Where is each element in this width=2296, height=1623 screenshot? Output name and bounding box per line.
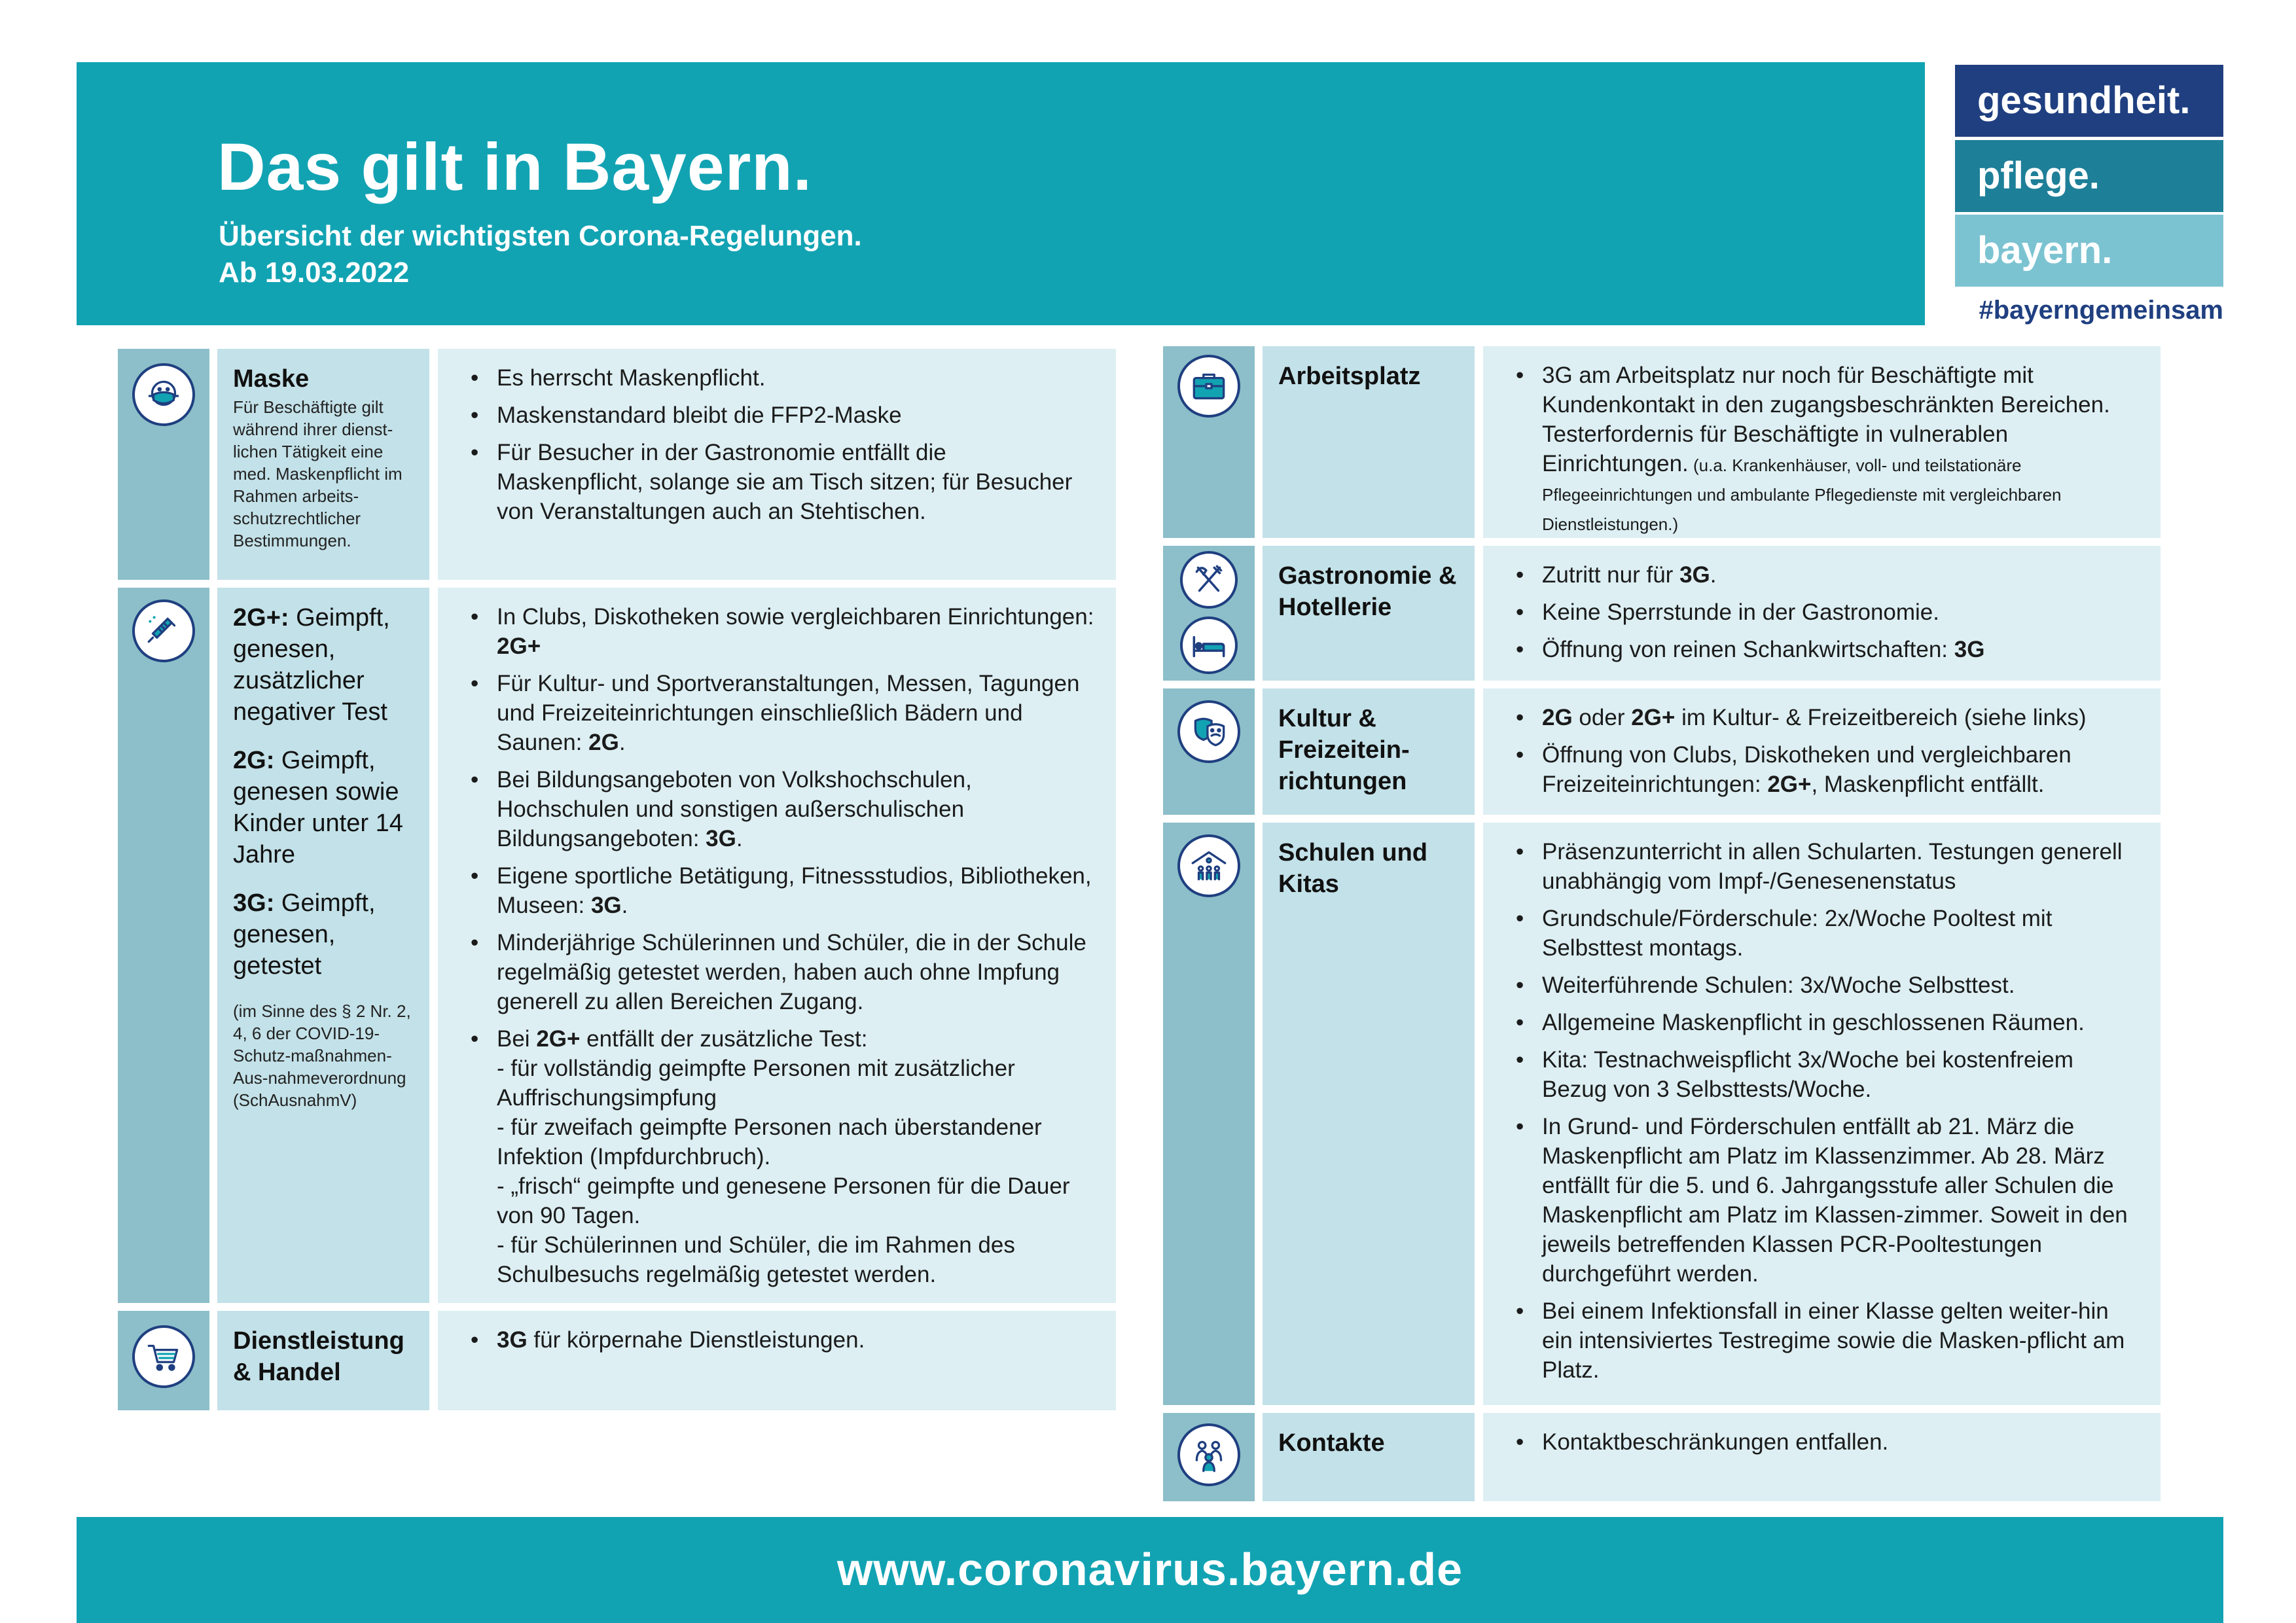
row-maske — [118, 349, 1116, 580]
hashtag: #bayerngemeinsam — [1979, 296, 2223, 325]
kultur-bullets — [1516, 703, 2141, 799]
logo-bayern: bayern. — [1955, 215, 2223, 287]
item-bold: 2G+ — [1767, 772, 1812, 797]
list-item — [1516, 740, 2141, 799]
icon-cell — [1163, 346, 1255, 538]
dienstleistung-title: Dienstleistung & Handel — [233, 1327, 404, 1386]
item-end: . — [1710, 562, 1717, 588]
page-subtitle — [219, 218, 862, 291]
regeln-note: (im Sinne des § 2 Nr. 2, 4, 6 der COVID-19-Schutz-maßnahmen-Aus-nahmeverordnung (SchAusnahmV) — [233, 1001, 411, 1110]
content-cell — [438, 349, 1116, 580]
item-text: Bei — [497, 1026, 537, 1052]
gastronomie-title: Gastronomie & Hotellerie — [1278, 562, 1457, 621]
sub-item: - für vollständig geimpfte Personen mit zusätzlicher Auffrischungsimpfung — [497, 1056, 1015, 1111]
item-bold: 3G — [1679, 562, 1710, 588]
kultur-title: Kultur & Freizeitein-richtungen — [1278, 705, 1410, 795]
label-3g-text: Geimpft, genesen, getestet — [233, 889, 376, 980]
list-item: • In Grund- und Förderschulen entfällt ab 21. März die Maskenpflicht am Platz im Klassenzimmer. Ab 28. März entfällt für die 5. und 6. Jahrgangsstufe aller Schulen die Maskenpflicht am Platz im Klassen-zimmer. Soweit in den jeweils betreffenden Klassen PCR-Pooltestungen durchgeführt werden. — [1516, 1112, 2141, 1289]
briefcase-icon — [1177, 355, 1240, 418]
item-end: im Kultur- & Freizeitbereich (siehe links) — [1675, 705, 2087, 730]
item-bold: 2G — [588, 730, 619, 755]
list-item: • Kontaktbeschränkungen entfallen. — [1516, 1427, 2141, 1457]
label-2g-key: 2G: — [233, 747, 275, 774]
subtitle-text: Übersicht der wichtigsten Corona-Regelungen. — [219, 220, 862, 252]
item-small: (u.a. Krankenhäuser, voll- und teilstationäre Pflegeeinrichtungen und ambulante Pflegedienste mit vergleichbaren Dienstleistungen.) — [1542, 455, 2062, 534]
item-bold: 2G+ — [536, 1026, 581, 1052]
list-item — [471, 1024, 1096, 1289]
item-text: oder — [1572, 705, 1632, 730]
list-item: • Weiterführende Schulen: 3x/Woche Selbsttest. — [1516, 971, 2141, 1000]
maske-note: Für Beschäftigte gilt während ihrer dienst-lichen Tätigkeit eine med. Maskenpflicht im Rahmen arbeits-schutzrechtlicher Bestimmungen. — [233, 397, 403, 550]
page-title: Das gilt in Bayern. — [217, 130, 812, 204]
label-cell — [1263, 1413, 1475, 1501]
list-item — [1516, 635, 2141, 664]
schulen-title: Schulen und Kitas — [1278, 839, 1427, 898]
cutlery-icon — [1180, 551, 1238, 609]
list-item: • Maskenstandard bleibt die FFP2-Maske — [471, 401, 1096, 430]
list-item: • Kita: Testnachweispflicht 3x/Woche bei kostenfreiem Bezug von 3 Selbsttests/Woche. — [1516, 1045, 2141, 1104]
arbeitsplatz-title: Arbeitsplatz — [1278, 363, 1421, 390]
label-2gplus — [233, 602, 416, 728]
content-cell — [1483, 346, 2161, 538]
icon-cell — [1163, 1413, 1255, 1501]
bed-icon — [1180, 616, 1238, 674]
school-icon — [1177, 834, 1240, 897]
icon-cell — [118, 588, 209, 1303]
item-bold: 2G+ — [1631, 705, 1676, 730]
label-cell — [217, 1311, 429, 1410]
list-item: • Allgemeine Maskenpflicht in geschlossenen Räumen. — [1516, 1008, 2141, 1037]
website-link[interactable]: www.coronavirus.bayern.de — [836, 1544, 1463, 1595]
row-dienstleistung — [118, 1311, 1116, 1410]
item-text: Für Kultur- und Sportveranstaltungen, Messen, Tagungen und Freizeiteinrichtungen einschließlich Bädern und Saunen: — [497, 671, 1080, 755]
label-3g — [233, 887, 416, 982]
sub-item: - „frisch“ geimpfte und genesene Personen für die Dauer von 90 Tagen. — [497, 1173, 1070, 1228]
item-text: Öffnung von reinen Schankwirtschaften: — [1542, 637, 1954, 662]
kontakte-title: Kontakte — [1278, 1429, 1385, 1457]
label-3g-key: 3G: — [233, 889, 275, 917]
item-text: entfällt der zusätzliche Test: — [580, 1026, 868, 1052]
list-item — [1516, 560, 2141, 590]
list-item — [471, 669, 1096, 757]
face-mask-icon — [132, 363, 195, 426]
subtitle-date: Ab 19.03.2022 — [219, 257, 410, 289]
label-2gplus-text: Geimpft, genesen, zusätzlicher negativer Test — [233, 604, 390, 726]
item-end: , Maskenpflicht entfällt. — [1811, 772, 2045, 797]
label-cell — [1263, 546, 1475, 681]
icon-cell — [1163, 823, 1255, 1405]
row-kultur — [1163, 688, 2161, 815]
item-text: Zutritt nur für — [1542, 562, 1680, 588]
theater-masks-icon — [1177, 700, 1240, 763]
item-bold: 3G — [497, 1327, 528, 1353]
label-cell — [1263, 823, 1475, 1405]
icon-cell — [1163, 546, 1255, 681]
dienstleistung-bullets — [471, 1325, 1096, 1355]
gastronomie-bullets — [1516, 560, 2141, 664]
logo-pflege: pflege. — [1955, 140, 2223, 212]
item-bold: 2G+ — [497, 633, 541, 659]
icon-cell — [118, 1311, 209, 1410]
icon-cell — [1163, 688, 1255, 815]
syringe-icon — [132, 599, 195, 662]
item-text: 3G am Arbeitsplatz nur noch für Beschäftigte mit Kundenkontakt in den zugangsbeschränkten Bereichen. Testerfordernis für Beschäftigte in vulnerablen Einrichtungen. — [1542, 363, 2110, 476]
content-cell — [438, 1311, 1116, 1410]
list-item: • Für Besucher in der Gastronomie entfällt die Maskenpflicht, solange sie am Tisch sitzen; für Besucher von Veranstaltungen auch an Stehtischen. — [471, 438, 1096, 526]
label-2gplus-key: 2G+: — [233, 604, 289, 632]
list-item — [1516, 703, 2141, 732]
label-2g-text: Geimpft, genesen sowie Kinder unter 14 Jahre — [233, 747, 403, 868]
item-end: . — [736, 826, 743, 851]
item-bold: 3G — [1954, 637, 1985, 662]
people-icon — [1177, 1423, 1240, 1486]
list-item: • Minderjährige Schülerinnen und Schüler, die in der Schule regelmäßig getestet werden, haben auch ohne Impfung generell zu allen Bereichen Zugang. — [471, 928, 1096, 1016]
item-text: Öffnung von Clubs, Diskotheken und vergleichbaren Freizeiteinrichtungen: — [1542, 742, 2072, 797]
content-cell — [1483, 1413, 2161, 1501]
header-banner — [77, 62, 1925, 325]
item-bold: 3G — [590, 893, 622, 918]
content-cell — [1483, 546, 2161, 681]
icon-cell — [118, 349, 209, 580]
regeln-bullets — [471, 602, 1096, 1289]
row-kontakte — [1163, 1413, 2161, 1501]
item-text: für körpernahe Dienstleistungen. — [527, 1327, 865, 1353]
label-cell — [217, 588, 429, 1303]
label-cell — [1263, 688, 1475, 815]
list-item: • Bei einem Infektionsfall in einer Klasse gelten weiter-hin ein intensiviertes Testregime sowie die Masken-pflicht am Platz. — [1516, 1296, 2141, 1385]
list-item: • Es herrscht Maskenpflicht. — [471, 363, 1096, 393]
content-cell — [1483, 688, 2161, 815]
list-item — [1516, 361, 2141, 537]
sub-item: - für Schülerinnen und Schüler, die im Rahmen des Schulbesuchs regelmäßig getestet werden. — [497, 1232, 1015, 1287]
row-zugangsregeln — [118, 588, 1116, 1303]
list-item — [471, 1325, 1096, 1355]
label-cell — [217, 349, 429, 580]
label-2g — [233, 745, 416, 870]
sub-item: - für zweifach geimpfte Personen nach überstandener Infektion (Impfdurchbruch). — [497, 1115, 1042, 1169]
maske-title: Maske — [233, 365, 310, 393]
item-text: In Clubs, Diskotheken sowie vergleichbaren Einrichtungen: — [497, 604, 1094, 630]
item-end: . — [619, 730, 626, 755]
list-item — [471, 861, 1096, 920]
label-cell — [1263, 346, 1475, 538]
item-text: Bei Bildungsangeboten von Volkshochschulen, Hochschulen und sonstigen außerschulischen Bildungsangeboten: — [497, 767, 972, 851]
row-arbeitsplatz — [1163, 346, 2161, 538]
logo-gesundheit: gesundheit. — [1955, 65, 2223, 137]
maske-bullets — [471, 363, 1096, 526]
schulen-bullets — [1516, 837, 2141, 1385]
list-item: • Keine Sperrstunde in der Gastronomie. — [1516, 597, 2141, 627]
arbeitsplatz-bullets — [1516, 361, 2141, 537]
content-cell — [1483, 823, 2161, 1405]
item-text: Eigene sportliche Betätigung, Fitnessstudios, Bibliotheken, Museen: — [497, 863, 1092, 918]
row-schulen — [1163, 823, 2161, 1405]
item-bold: 2G — [1542, 705, 1573, 730]
item-end: . — [621, 893, 628, 918]
list-item: • Präsenzunterricht in allen Schularten. Testungen generell unabhängig vom Impf-/Genesenenstatus — [1516, 837, 2141, 896]
row-gastronomie — [1163, 546, 2161, 681]
footer-banner — [77, 1517, 2223, 1623]
kontakte-bullets — [1516, 1427, 2141, 1457]
item-bold: 3G — [706, 826, 736, 851]
list-item: • Grundschule/Förderschule: 2x/Woche Pooltest mit Selbsttest montags. — [1516, 904, 2141, 963]
content-cell — [438, 588, 1116, 1303]
list-item — [471, 602, 1096, 661]
list-item — [471, 765, 1096, 853]
shopping-cart-icon — [132, 1325, 195, 1388]
